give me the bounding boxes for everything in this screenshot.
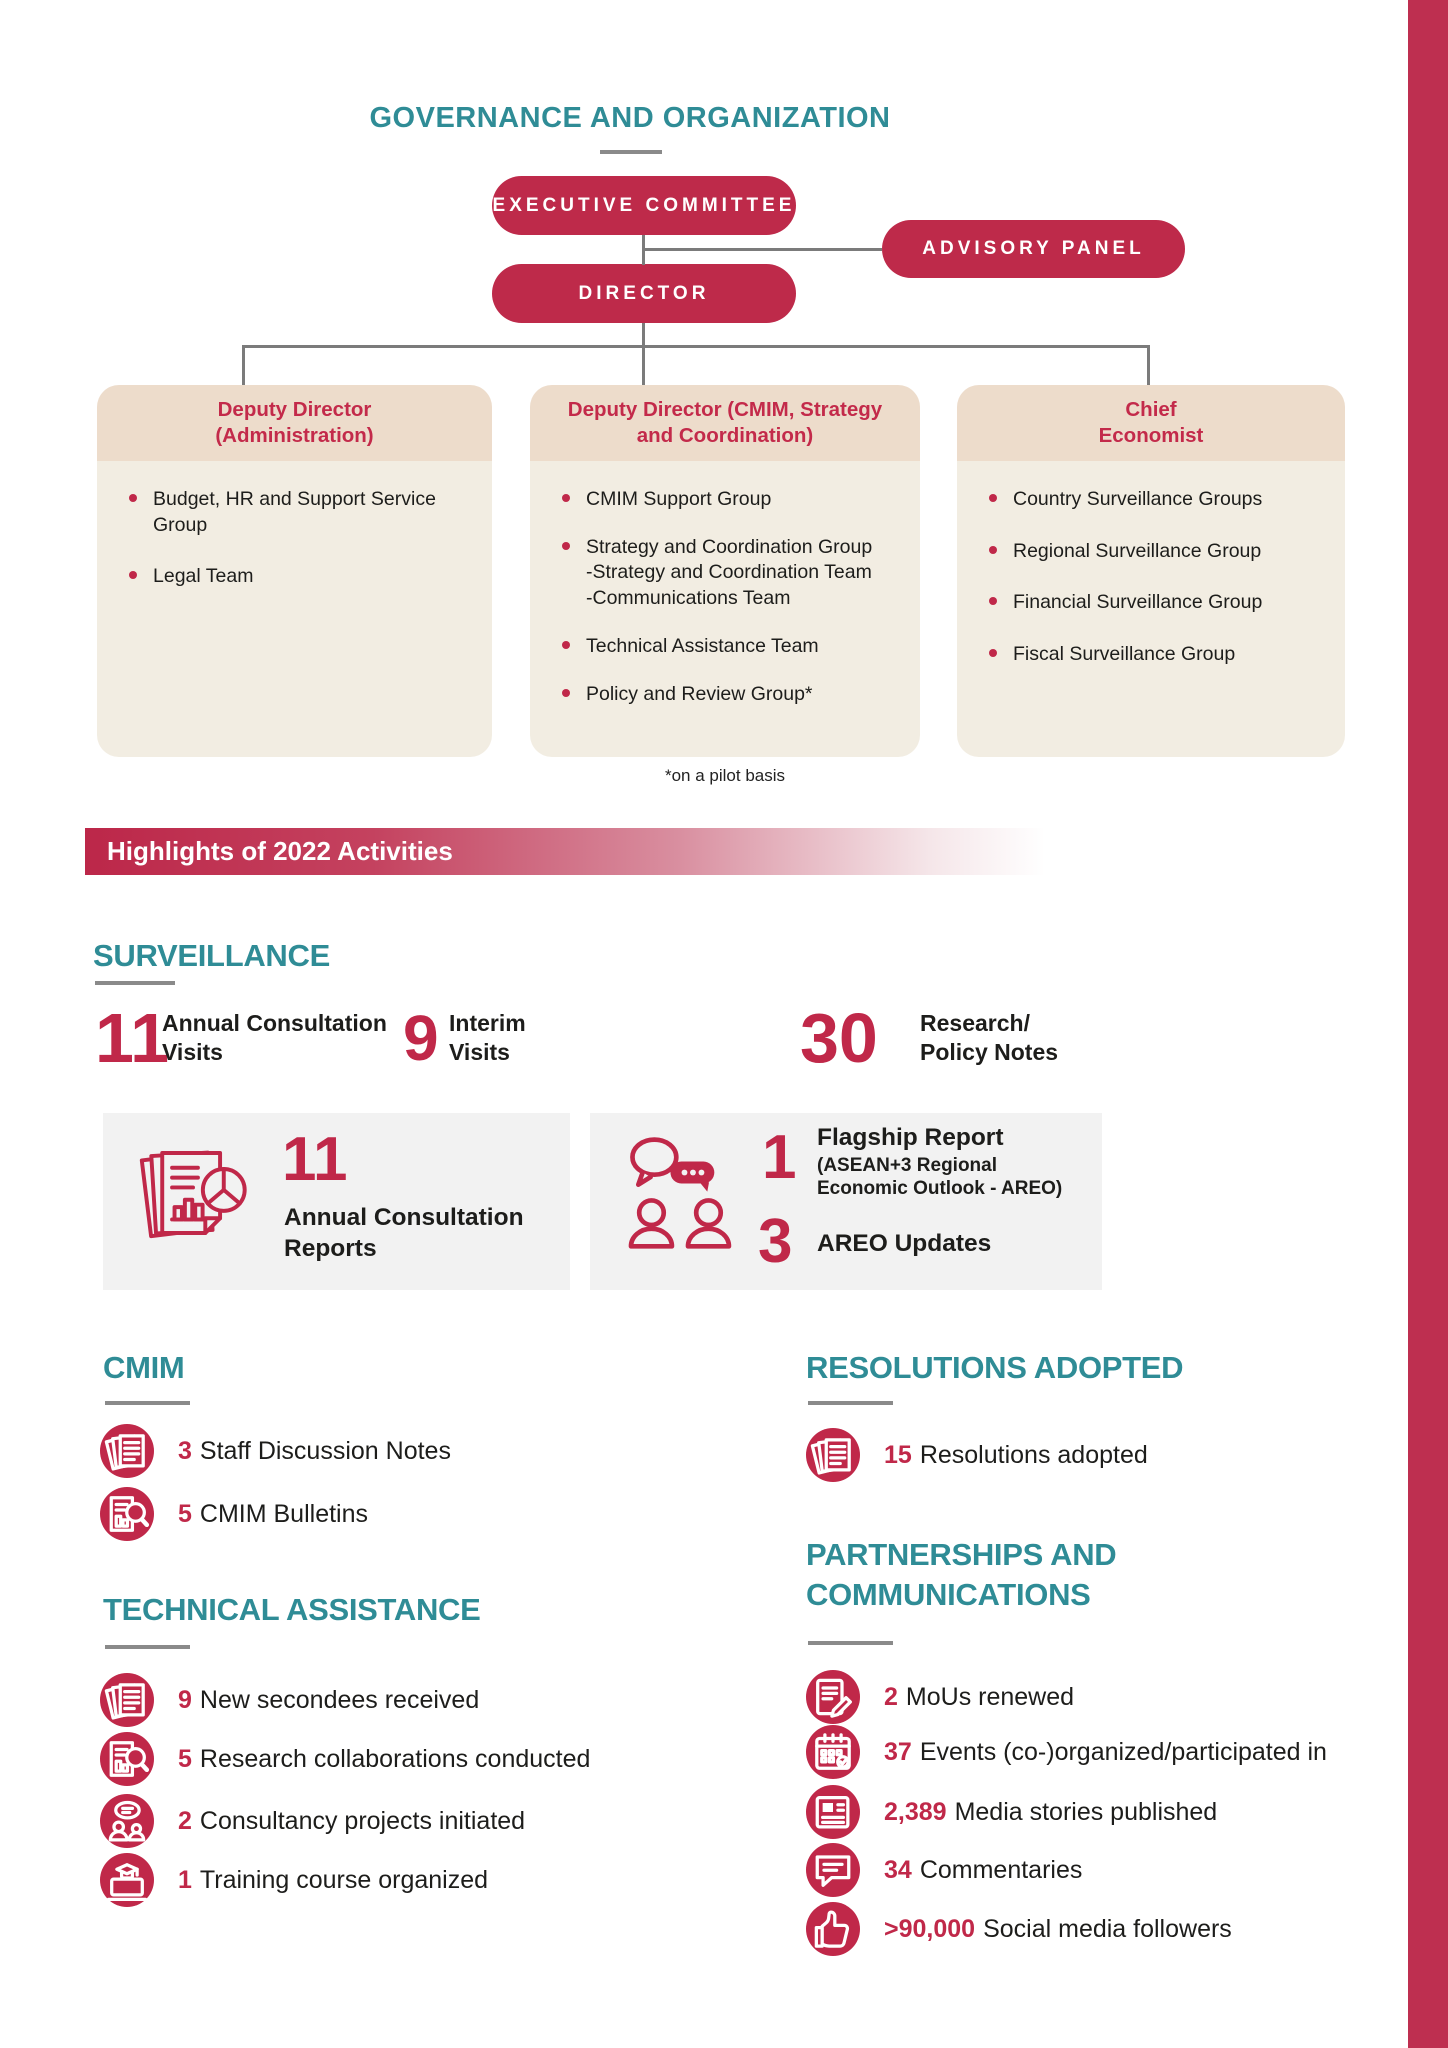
partnerships-item-label: 2 MoUs renewed bbox=[884, 1682, 1075, 1711]
dept-body bbox=[957, 461, 1345, 757]
dept-item-label: Strategy and Coordination Group -Strategy and Coordination Team -Communications Team bbox=[586, 535, 872, 612]
dept-title: Deputy Director (Administration) bbox=[97, 385, 492, 461]
stat-label: Annual Consultation Visits bbox=[162, 1010, 387, 1066]
partnerships-item bbox=[806, 1725, 1327, 1779]
calendar-icon bbox=[806, 1725, 860, 1779]
flagship-report-card bbox=[590, 1113, 1102, 1290]
technical-assistance-item-value: 1 bbox=[178, 1865, 192, 1894]
partnerships-item bbox=[806, 1670, 1074, 1724]
resolutions-rule bbox=[808, 1401, 893, 1405]
bullet-icon bbox=[562, 689, 570, 697]
dept-item-label: Regional Surveillance Group bbox=[1013, 539, 1262, 562]
resolutions-item-label: 15 Resolutions adopted bbox=[884, 1440, 1148, 1469]
dept-item bbox=[957, 539, 1325, 565]
bullet-icon bbox=[989, 494, 997, 502]
stat-value: 9 bbox=[403, 1002, 439, 1074]
reports-chart-icon bbox=[129, 1131, 257, 1271]
resolutions-heading: RESOLUTIONS ADOPTED bbox=[806, 1350, 1184, 1385]
dept-item-label: Financial Surveillance Group bbox=[1013, 591, 1263, 614]
dept-item-label: CMIM Support Group bbox=[586, 488, 772, 510]
dept-item-label: Technical Assistance Team bbox=[586, 634, 819, 657]
discussion-icon bbox=[612, 1125, 764, 1277]
technical-assistance-item bbox=[100, 1853, 488, 1907]
dept-item-label: Country Surveillance Groups bbox=[1013, 488, 1263, 510]
bullet-icon bbox=[989, 649, 997, 657]
org-connector bbox=[642, 323, 645, 385]
org-node-director bbox=[492, 264, 796, 323]
surveillance-rule bbox=[95, 981, 175, 985]
cmim-item-label: 3 Staff Discussion Notes bbox=[178, 1436, 451, 1465]
partnerships-heading: PARTNERSHIPS AND COMMUNICATIONS bbox=[806, 1537, 1117, 1613]
stat-label: Research/ Policy Notes bbox=[920, 1010, 1059, 1066]
technical-assistance-item-label: 1 Training course organized bbox=[178, 1865, 489, 1894]
technical-assistance-item-value: 9 bbox=[178, 1685, 192, 1714]
dept-box-1 bbox=[530, 385, 920, 757]
areo-updates-title: AREO Updates bbox=[817, 1230, 992, 1257]
report-search-icon bbox=[100, 1487, 154, 1541]
technical-assistance-item-value: 2 bbox=[178, 1806, 192, 1835]
title-rule bbox=[600, 150, 662, 154]
dept-item bbox=[957, 590, 1325, 616]
documents-icon bbox=[806, 1428, 860, 1482]
documents-icon bbox=[100, 1673, 154, 1727]
technical-assistance-item-label: 2 Consultancy projects initiated bbox=[178, 1806, 526, 1835]
org-connector bbox=[644, 248, 882, 251]
comment-icon bbox=[806, 1843, 860, 1897]
annual-consultation-reports-card bbox=[103, 1113, 570, 1290]
right-accent-bar bbox=[1408, 0, 1448, 2048]
flagship-title: Flagship Report bbox=[817, 1124, 1004, 1151]
technical-assistance-item-label: 5 Research collaborations conducted bbox=[178, 1744, 591, 1773]
surveillance-heading: SURVEILLANCE bbox=[93, 938, 330, 973]
technical-assistance-item bbox=[100, 1673, 479, 1727]
partnerships-item-label: 37 Events (co-)organized/participated in bbox=[884, 1737, 1327, 1766]
stat-value: 30 bbox=[800, 999, 878, 1077]
dept-subitem-label: -Strategy and Coordination Team bbox=[586, 561, 872, 584]
dept-item-label: Legal Team bbox=[153, 565, 254, 588]
technical-assistance-item-value: 5 bbox=[178, 1744, 192, 1773]
cmim-item-label: 5 CMIM Bulletins bbox=[178, 1499, 368, 1528]
stat-label: Interim Visits bbox=[449, 1010, 526, 1066]
dept-item bbox=[530, 634, 900, 660]
technical-assistance-item-label: 9 New secondees received bbox=[178, 1685, 480, 1714]
dept-item bbox=[530, 535, 900, 612]
dept-item-label: Fiscal Surveillance Group bbox=[1013, 643, 1236, 666]
dept-box-0 bbox=[97, 385, 492, 757]
org-node-advisory-panel bbox=[882, 220, 1185, 278]
bullet-icon bbox=[562, 494, 570, 502]
thumbs-up-icon bbox=[806, 1902, 860, 1956]
mou-pen-icon bbox=[806, 1670, 860, 1724]
newspaper-icon bbox=[806, 1785, 860, 1839]
bullet-icon bbox=[562, 542, 570, 550]
people-chat-icon bbox=[100, 1794, 154, 1848]
technical-assistance-item bbox=[100, 1732, 590, 1786]
cmim-item bbox=[100, 1487, 368, 1541]
flagship-value: 1 bbox=[762, 1123, 797, 1192]
technical-assistance-rule bbox=[105, 1645, 190, 1649]
org-node-executive-committee bbox=[492, 176, 796, 235]
dept-item bbox=[957, 642, 1325, 668]
training-icon bbox=[100, 1853, 154, 1907]
partnerships-item-label: 34 Commentaries bbox=[884, 1855, 1083, 1884]
technical-assistance-item bbox=[100, 1794, 525, 1848]
partnerships-item-value: 37 bbox=[884, 1737, 912, 1766]
cmim-rule bbox=[105, 1401, 190, 1405]
dept-subitem-label: -Communications Team bbox=[586, 587, 791, 610]
partnerships-rule bbox=[808, 1641, 893, 1645]
org-connector bbox=[242, 345, 245, 385]
page-title: GOVERNANCE AND ORGANIZATION bbox=[369, 102, 891, 134]
org-connector bbox=[242, 345, 1150, 348]
dept-box-2 bbox=[957, 385, 1345, 757]
partnerships-item-label: 2,389 Media stories published bbox=[884, 1797, 1218, 1826]
org-footnote: *on a pilot basis bbox=[664, 766, 786, 785]
technical-assistance-heading: TECHNICAL ASSISTANCE bbox=[103, 1592, 481, 1627]
director-label: DIRECTOR bbox=[578, 282, 710, 304]
dept-item bbox=[97, 564, 472, 590]
bullet-icon bbox=[129, 571, 137, 579]
dept-body bbox=[530, 461, 920, 757]
cmim-item-value: 5 bbox=[178, 1499, 192, 1528]
advisory-panel-label: ADVISORY PANEL bbox=[922, 238, 1145, 259]
executive-committee-label: EXECUTIVE COMMITTEE bbox=[492, 194, 796, 216]
dept-item-label: Budget, HR and Support Service Group bbox=[153, 488, 436, 536]
org-connector bbox=[1147, 345, 1150, 385]
partnerships-item bbox=[806, 1785, 1217, 1839]
resolutions-item bbox=[806, 1428, 1148, 1482]
partnerships-item-value: 2,389 bbox=[884, 1797, 947, 1826]
stat-value: 11 bbox=[95, 999, 169, 1077]
cmim-item bbox=[100, 1424, 451, 1478]
dept-item bbox=[97, 487, 472, 538]
reports-card-label: Annual Consultation Reports bbox=[284, 1204, 524, 1262]
dept-item-label: Policy and Review Group* bbox=[586, 682, 813, 705]
dept-item bbox=[530, 682, 900, 708]
cmim-heading: CMIM bbox=[103, 1350, 185, 1385]
bullet-icon bbox=[129, 494, 137, 502]
highlights-banner-title: Highlights of 2022 Activities bbox=[107, 836, 453, 866]
highlights-banner bbox=[85, 828, 1045, 875]
areo-updates-value: 3 bbox=[758, 1207, 793, 1276]
bullet-icon bbox=[989, 546, 997, 554]
documents-icon bbox=[100, 1424, 154, 1478]
dept-item bbox=[957, 487, 1325, 513]
dept-title: Chief Economist bbox=[957, 385, 1345, 461]
report-search-icon bbox=[100, 1732, 154, 1786]
reports-card-value: 11 bbox=[282, 1125, 348, 1194]
dept-item bbox=[530, 487, 900, 513]
partnerships-item bbox=[806, 1902, 1232, 1956]
partnerships-item-value: 34 bbox=[884, 1855, 912, 1884]
partnerships-item-value: 2 bbox=[884, 1682, 898, 1711]
dept-title: Deputy Director (CMIM, Strategy and Coordination) bbox=[530, 385, 920, 461]
cmim-item-value: 3 bbox=[178, 1436, 192, 1465]
flagship-subtitle: (ASEAN+3 Regional Economic Outlook - AREO) bbox=[817, 1155, 1063, 1200]
resolutions-item-value: 15 bbox=[884, 1440, 912, 1469]
partnerships-item-label: >90,000 Social media followers bbox=[884, 1914, 1232, 1943]
dept-body bbox=[97, 461, 492, 757]
partnerships-item-value: >90,000 bbox=[884, 1914, 976, 1943]
bullet-icon bbox=[562, 641, 570, 649]
bullet-icon bbox=[989, 597, 997, 605]
partnerships-item bbox=[806, 1843, 1082, 1897]
